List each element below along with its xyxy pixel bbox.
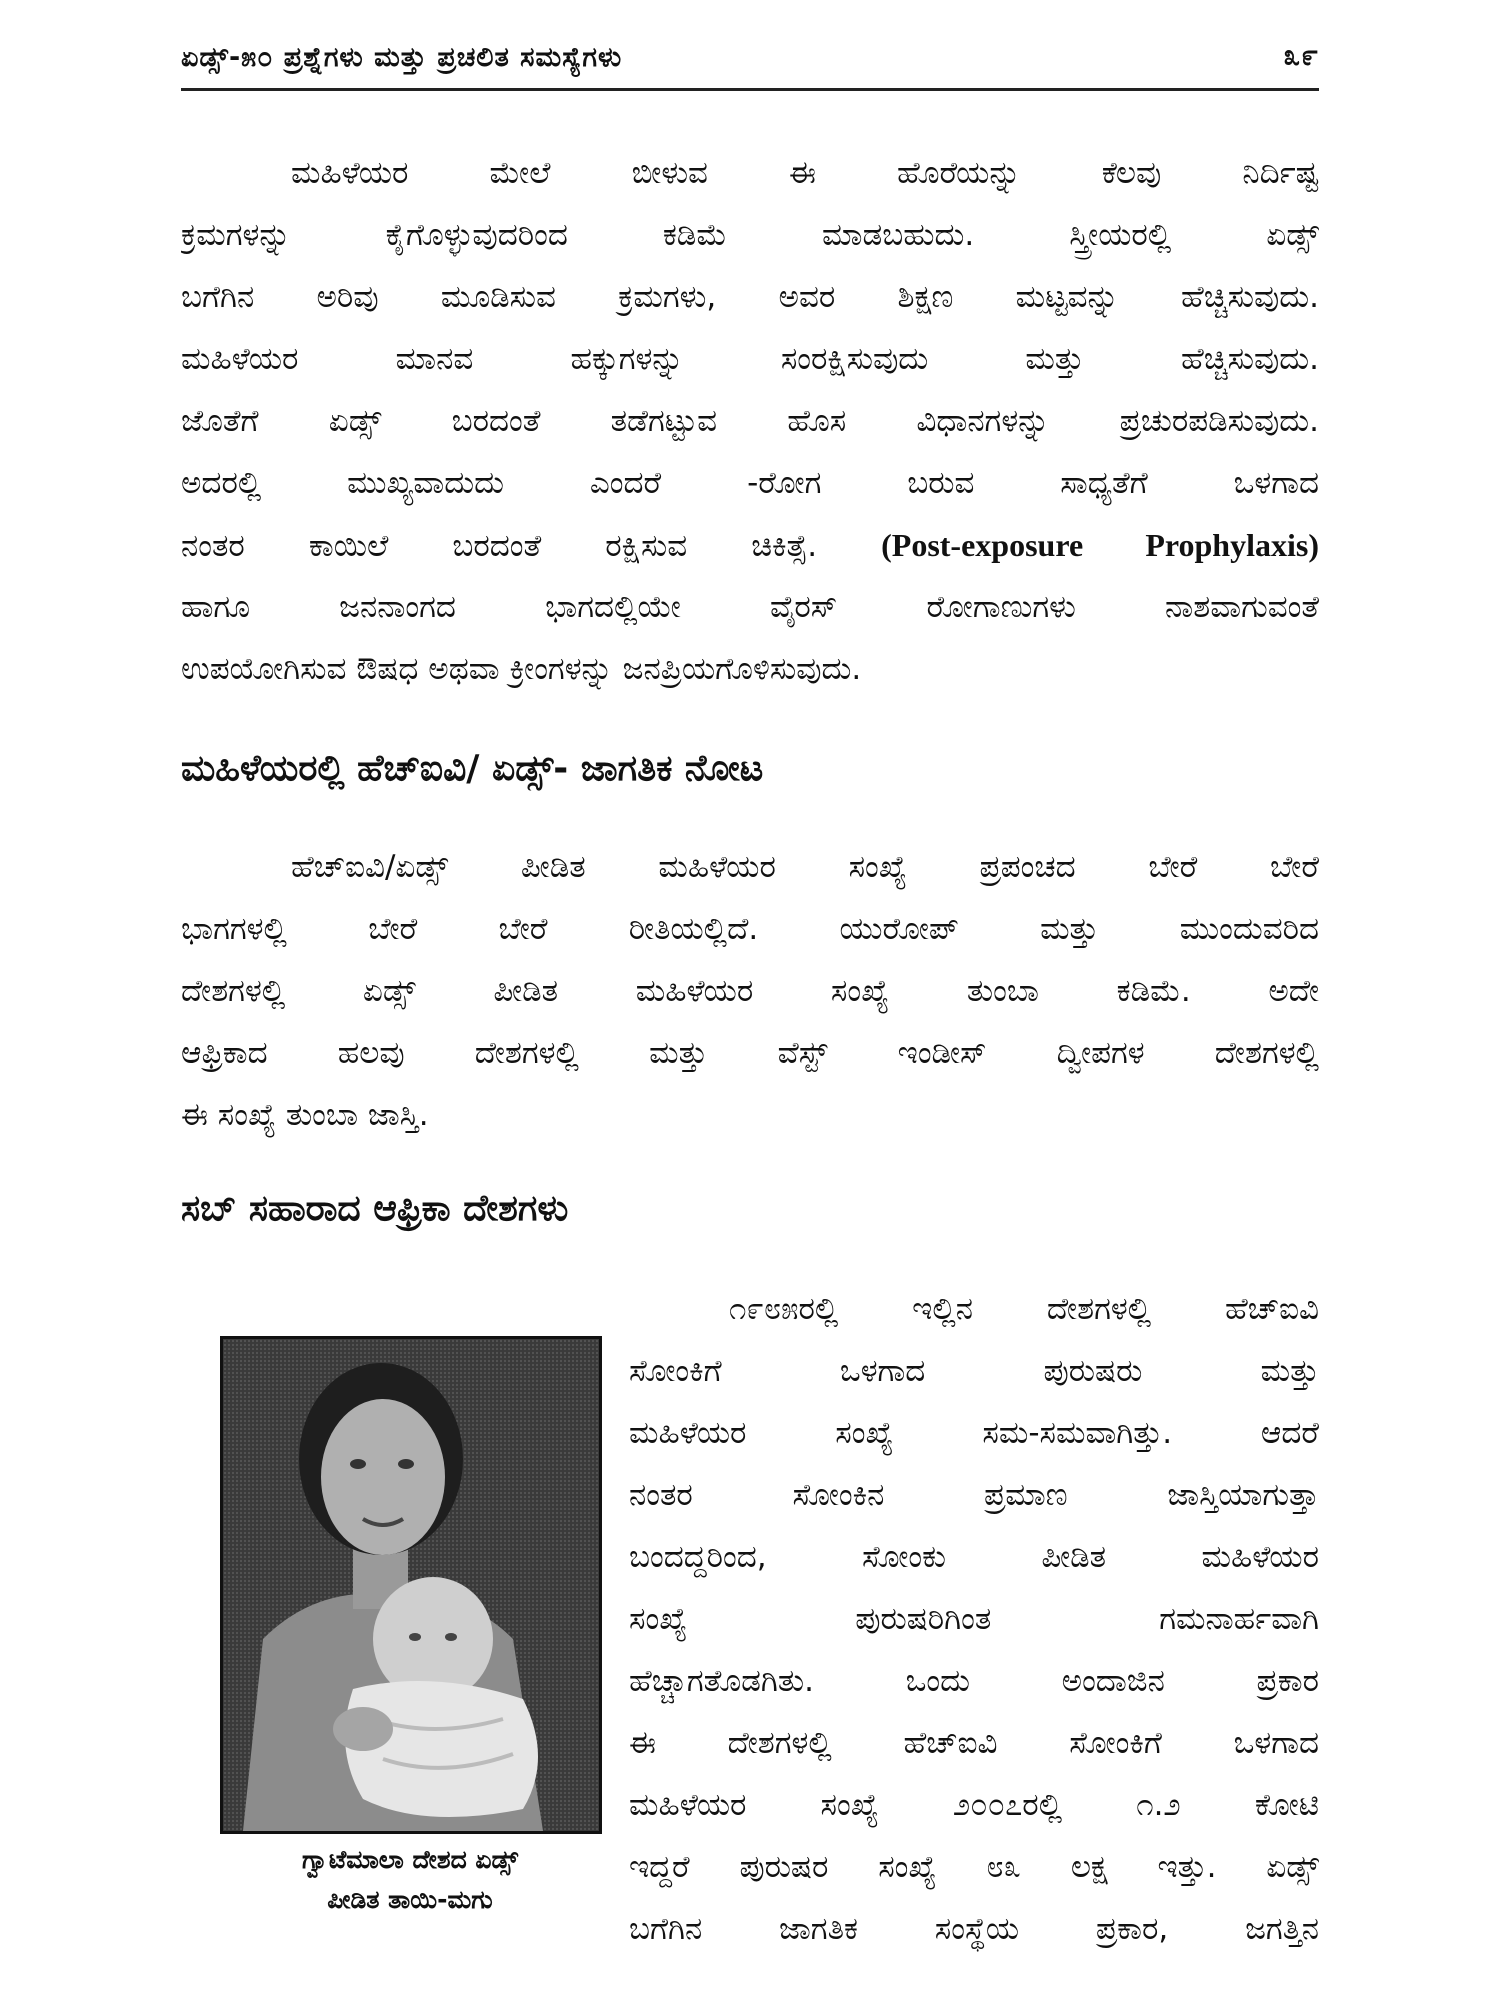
text-line: ಬಗೆಗಿನ ಜಾಗತಿಕ ಸಂಸ್ಥೆಯ ಪ್ರಕಾರ, ಜಗತ್ತಿನ (629, 1911, 1319, 1947)
text-line: ಬಗೆಗಿನ ಅರಿವು ಮೂಡಿಸುವ ಕ್ರಮಗಳು, ಅವರ ಶಿಕ್ಷಣ ಮಟ್ಟವನ್ನು ಹೆಚ್ಚಿಸುವುದು. (181, 279, 1319, 315)
text-line: ಭಾಗಗಳಲ್ಲಿ ಬೇರೆ ಬೇರೆ ರೀತಿಯಲ್ಲಿದೆ. ಯುರೋಪ್ ಮತ್ತು ಮುಂದುವರಿದ (181, 911, 1319, 947)
text-line: ಮಹಿಳೆಯರ ಮೇಲೆ ಬೀಳುವ ಈ ಹೊರೆಯನ್ನು ಕೆಲವು ನಿರ್ದಿಷ್ಟ (291, 155, 1319, 191)
text-line: ಸಂಖ್ಯೆ ಪುರುಷರಿಗಿಂತ ಗಮನಾರ್ಹವಾಗಿ (629, 1601, 1319, 1637)
text-line: ನಂತರ ಸೋಂಕಿನ ಪ್ರಮಾಣ ಜಾಸ್ತಿಯಾಗುತ್ತಾ (629, 1477, 1319, 1513)
text-line: ದೇಶಗಳಲ್ಲಿ ಏಡ್ಸ್ ಪೀಡಿತ ಮಹಿಳೆಯರ ಸಂಖ್ಯೆ ತುಂಬಾ ಕಡಿಮೆ. ಅದೇ (181, 973, 1319, 1009)
running-title: ಏಡ್ಸ್-೫೦ ಪ್ರಶ್ನೆಗಳು ಮತ್ತು ಪ್ರಚಲಿತ ಸಮಸ್ಯೆಗಳು (181, 42, 623, 73)
english-term: (Post-exposure Prophylaxis) (881, 527, 1319, 563)
text-line: ಹೆಚ್‌ಐವಿ/ಏಡ್ಸ್ ಪೀಡಿತ ಮಹಿಳೆಯರ ಸಂಖ್ಯೆ ಪ್ರಪಂಚದ ಬೇರೆ ಬೇರೆ (291, 849, 1319, 885)
page-number: ೩೯ (1283, 38, 1319, 73)
text-line: ಬಂದದ್ದರಿಂದ, ಸೋಂಕು ಪೀಡಿತ ಮಹಿಳೆಯರ (629, 1539, 1319, 1575)
mother-child-photo (220, 1336, 602, 1834)
text-line: ಮಹಿಳೆಯರ ಸಂಖ್ಯೆ ೨೦೦೭ರಲ್ಲಿ ೧.೨ ಕೋಟಿ (629, 1787, 1319, 1823)
text-line: ೧೯೮೫ರಲ್ಲಿ ಇಲ್ಲಿನ ದೇಶಗಳಲ್ಲಿ ಹೆಚ್‌ಐವಿ (729, 1291, 1319, 1327)
photo-caption (200, 1840, 620, 1920)
text-line-with-term (181, 514, 1319, 576)
text-line: ಹಾಗೂ ಜನನಾಂಗದ ಭಾಗದಲ್ಲಿಯೇ ವೈರಸ್ ರೋಗಾಣುಗಳು ನಾಶವಾಗುವಂತೆ (181, 589, 1319, 625)
caption-line-1: ಗ್ವಾಟೆಮಾಲಾ ದೇಶದ ಏಡ್ಸ್ (302, 1845, 518, 1874)
caption-line-2: ಪೀಡಿತ ತಾಯಿ-ಮಗು (327, 1885, 493, 1914)
paragraph-1 (181, 142, 1319, 700)
header-rule (181, 88, 1319, 91)
text-line: ಜೊತೆಗೆ ಏಡ್ಸ್ ಬರದಂತೆ ತಡೆಗಟ್ಟುವ ಹೊಸ ವಿಧಾನಗಳನ್ನು ಪ್ರಚುರಪಡಿಸುವುದು. (181, 403, 1319, 439)
section-heading-1: ಮಹಿಳೆಯರಲ್ಲಿ ಹೆಚ್‌ಐವಿ/ ಏಡ್ಸ್- ಜಾಗತಿಕ ನೋಟ (181, 748, 764, 789)
running-header (181, 38, 1319, 88)
text-line: ಸೋಂಕಿಗೆ ಒಳಗಾದ ಪುರುಷರು ಮತ್ತು (629, 1353, 1319, 1389)
text-line: ಆಫ್ರಿಕಾದ ಹಲವು ದೇಶಗಳಲ್ಲಿ ಮತ್ತು ವೆಸ್ಟ್ ಇಂಡೀಸ್ ದ್ವೀಪಗಳ ದೇಶಗಳಲ್ಲಿ (181, 1035, 1319, 1071)
text-line: ಈ ಸಂಖ್ಯೆ ತುಂಬಾ ಜಾಸ್ತಿ. (181, 1097, 429, 1133)
text-line: ಮಹಿಳೆಯರ ಮಾನವ ಹಕ್ಕುಗಳನ್ನು ಸಂರಕ್ಷಿಸುವುದು ಮತ್ತು ಹೆಚ್ಚಿಸುವುದು. (181, 341, 1319, 377)
text-line: ಈ ದೇಶಗಳಲ್ಲಿ ಹೆಚ್‌ಐವಿ ಸೋಂಕಿಗೆ ಒಳಗಾದ (629, 1725, 1319, 1761)
photo-illustration (223, 1339, 599, 1831)
text-line: ಹೆಚ್ಚಾಗತೊಡಗಿತು. ಒಂದು ಅಂದಾಜಿನ ಪ್ರಕಾರ (629, 1663, 1319, 1699)
paragraph-3 (629, 1278, 1319, 1960)
text-line: ಕ್ರಮಗಳನ್ನು ಕೈಗೊಳ್ಳುವುದರಿಂದ ಕಡಿಮೆ ಮಾಡಬಹುದು. ಸ್ತ್ರೀಯರಲ್ಲಿ ಏಡ್ಸ್ (181, 217, 1319, 253)
section-heading-2: ಸಬ್ ಸಹಾರಾದ ಆಫ್ರಿಕಾ ದೇಶಗಳು (181, 1188, 569, 1229)
text-line: ಇದ್ದರೆ ಪುರುಷರ ಸಂಖ್ಯೆ ೮೩ ಲಕ್ಷ ಇತ್ತು. ಏಡ್ಸ್ (629, 1849, 1319, 1885)
text-line: ಮಹಿಳೆಯರ ಸಂಖ್ಯೆ ಸಮ-ಸಮವಾಗಿತ್ತು. ಆದರೆ (629, 1415, 1319, 1451)
text-line: ಅದರಲ್ಲಿ ಮುಖ್ಯವಾದುದು ಎಂದರೆ -ರೋಗ ಬರುವ ಸಾಧ್ಯತೆಗೆ ಒಳಗಾದ (181, 465, 1319, 501)
paragraph-2 (181, 836, 1319, 1146)
text-fragment: ನಂತರ ಕಾಯಿಲೆ ಬರದಂತೆ ರಕ್ಷಿಸುವ ಚಿಕಿತ್ಸೆ. (181, 528, 818, 564)
text-line: ಉಪಯೋಗಿಸುವ ಔಷಧ ಅಥವಾ ಕ್ರೀಂಗಳನ್ನು ಜನಪ್ರಿಯಗೊಳಿಸುವುದು. (181, 651, 862, 687)
